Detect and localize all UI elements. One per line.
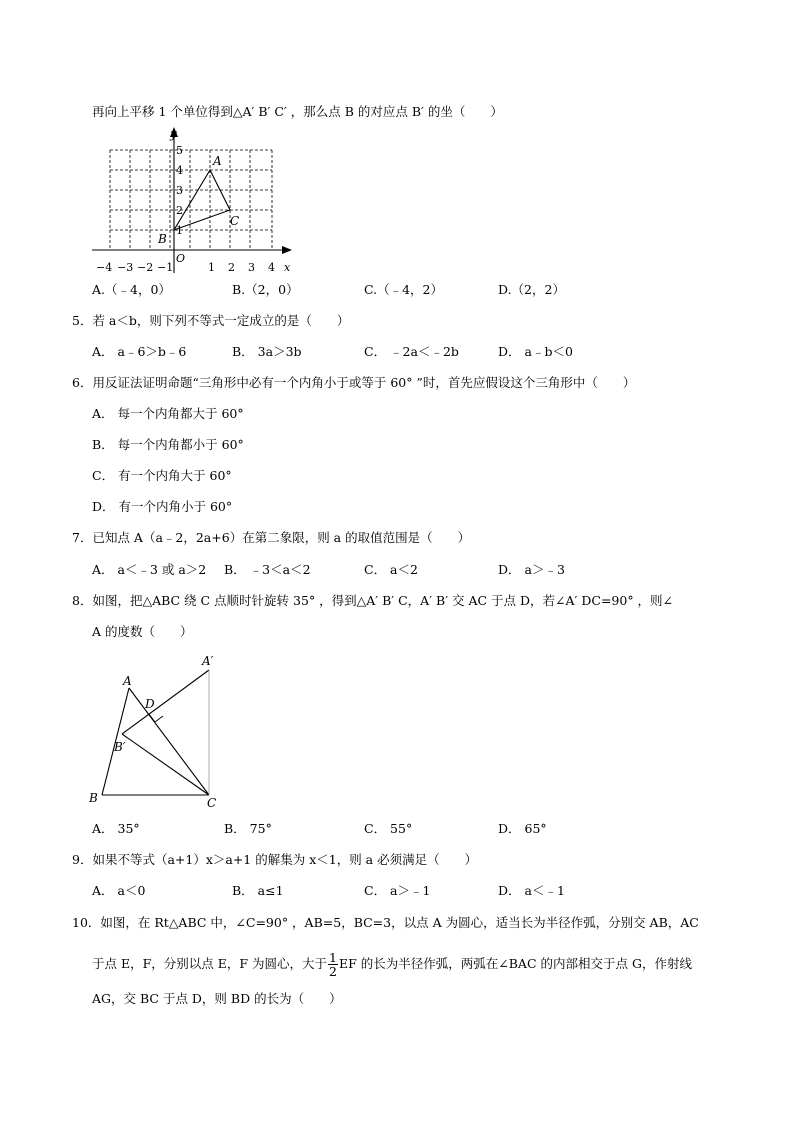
q4-stem: 再向上平移 1 个单位得到△A′ B′ C′ ，那么点 B 的对应点 B′ 的坐（ ） — [92, 104, 503, 119]
y-axis-label: y — [170, 127, 177, 141]
q10-stem-line2b: EF 的长为半径作弧，两弧在∠BAC 的内部相交于点 G，作射线 — [338, 956, 692, 971]
y-tick-3: 3 — [176, 184, 183, 197]
x-tick--3: −3 — [117, 261, 134, 274]
grid — [110, 150, 272, 250]
y-tick-2: 2 — [176, 204, 183, 217]
x-tick--4: −4 — [96, 261, 113, 274]
x-tick-1: 1 — [208, 261, 215, 274]
label-b: B — [89, 791, 98, 805]
q5-stem: 5．若 a＜b，则下列不等式一定成立的是（ ） — [72, 313, 350, 328]
q5-option-a: A． a﹣6＞b﹣6 — [92, 344, 187, 359]
q7-option-d: D． a＞﹣3 — [498, 562, 565, 577]
y-tick-4: 4 — [176, 164, 183, 177]
q8-stem-line1: 8．如图，把△ABC 绕 C 点顺时针旋转 35° ，得到△A′ B′ C，A′ B′ 交 AC 于点 D，若∠A′ DC=90° ，则∠ — [72, 593, 674, 608]
point-b-label: B — [158, 232, 167, 246]
q9-stem: 9．如果不等式（a+1）x＞a+1 的解集为 x＜1，则 a 必须满足（ ） — [72, 852, 478, 867]
x-tick-3: 3 — [248, 261, 255, 274]
q4-option-d: D.（2，2） — [498, 282, 565, 297]
label-a: A — [123, 674, 132, 688]
q10-stem-line2 — [92, 951, 692, 978]
q8-option-b: B． 75° — [224, 821, 272, 836]
x-tick-2: 2 — [228, 261, 235, 274]
fraction-numerator: 1 — [329, 950, 337, 965]
label-a-prime: A′ — [202, 654, 214, 668]
q5-option-d: D． a﹣b＜0 — [498, 344, 573, 359]
point-a-label: A — [213, 154, 222, 168]
x-tick-4: 4 — [268, 261, 275, 274]
q10-stem-line3: AG，交 BC 于点 D，则 BD 的长为（ ） — [92, 991, 342, 1006]
q10-stem-line1: 10．如图，在 Rt△ABC 中，∠C=90° ，AB=5，BC=3，以点 A 为圆心，适当长为半径作弧，分别交 AB，AC — [72, 915, 699, 930]
q10-stem-line2a: 于点 E，F，分别以点 E，F 为圆心，大于 — [92, 956, 328, 971]
q8-option-c: C． 55° — [364, 821, 413, 836]
q8-rotation-figure — [85, 650, 235, 810]
q6-option-d: D． 有一个内角小于 60° — [92, 499, 233, 514]
y-tick-1: 1 — [176, 224, 183, 237]
q6-stem: 6．用反证法证明命题“三角形中必有一个内角小于或等于 60° ”时，首先应假设这个三角形中（ ） — [72, 375, 636, 390]
point-c-label: C — [230, 214, 240, 228]
q8-option-a: A． 35° — [92, 821, 140, 836]
q5-option-c: C． ﹣2a＜﹣2b — [364, 344, 459, 359]
q8-stem-line2: A 的度数（ ） — [92, 624, 193, 639]
label-d: D — [145, 697, 155, 711]
x-axis-label: x — [284, 261, 291, 274]
q9-option-c: C． a＞﹣1 — [364, 883, 431, 898]
q4-option-b: B.（2，0） — [232, 282, 299, 297]
fraction-denominator: 2 — [329, 964, 337, 979]
q7-option-b: B． ﹣3＜a＜2 — [224, 562, 311, 577]
q7-stem: 7．已知点 A（a﹣2，2a+6）在第二象限，则 a 的取值范围是（ ） — [72, 530, 471, 545]
q5-option-b: B． 3a＞3b — [232, 344, 302, 359]
q9-option-d: D． a＜﹣1 — [498, 883, 565, 898]
label-c: C — [207, 796, 217, 810]
q6-option-c: C． 有一个内角大于 60° — [92, 468, 232, 483]
origin-label: O — [176, 252, 186, 265]
x-axis-arrow — [282, 246, 292, 254]
q4-coordinate-figure — [88, 125, 303, 275]
fraction-one-half — [328, 951, 338, 978]
q6-option-b: B． 每一个内角都小于 60° — [92, 437, 244, 452]
q4-option-a: A.（﹣4，0） — [92, 282, 171, 297]
x-tick--2: −2 — [137, 261, 154, 274]
q7-option-a: A． a＜﹣3 或 a＞2 — [92, 562, 207, 577]
q8-option-d: D． 65° — [498, 821, 547, 836]
q7-option-c: C． a＜2 — [364, 562, 418, 577]
y-tick-5: 5 — [176, 144, 183, 157]
q9-option-b: B． a≤1 — [232, 883, 284, 898]
triangle-abc — [174, 170, 230, 230]
q6-option-a: A． 每一个内角都大于 60° — [92, 406, 244, 421]
x-tick--1: −1 — [157, 261, 174, 274]
q4-option-c: C.（﹣4，2） — [364, 282, 443, 297]
label-b-prime: B′ — [114, 740, 126, 754]
q9-option-a: A． a＜0 — [92, 883, 146, 898]
